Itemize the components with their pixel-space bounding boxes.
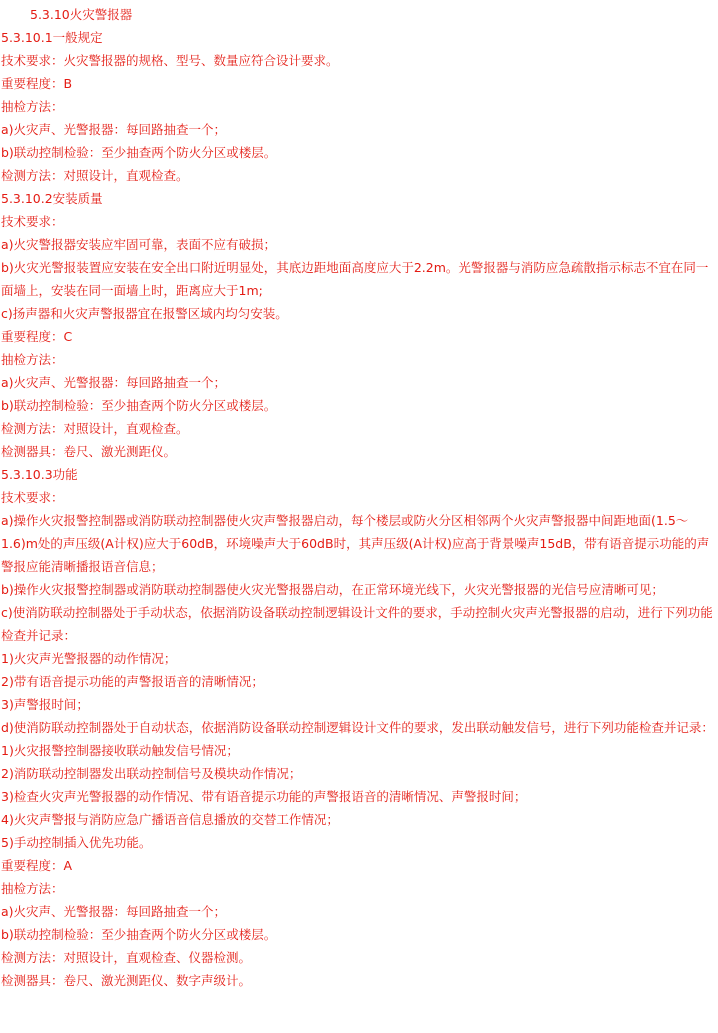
text-line: 重要程度：B (1, 76, 73, 91)
text-paragraph: b)火灾光警报装置应安装在安全出口附近明显处，其底边距地面高度应大于2.2m。光警报器与消防应急疏散指示标志不宜在同一面墙上，安装在同一面墙上时，距离应大于1m; (1, 260, 709, 298)
text-line: 抽检方法： (1, 99, 64, 114)
text-paragraph: d)使消防联动控制器处于自动状态，依据消防设备联动控制逻辑设计文件的要求，发出联动触发信号，进行下列功能检查并记录： (1, 720, 714, 735)
subsection-heading: 5.3.10.2安装质量 (1, 191, 103, 206)
text-paragraph: c)使消防联动控制器处于手动状态，依据消防设备联动控制逻辑设计文件的要求，手动控制火灾声光警报器的启动，进行下列功能检查并记录： (1, 605, 713, 643)
subsection-heading: 5.3.10.1一般规定 (1, 30, 103, 45)
text-paragraph: a)操作火灾报警控制器或消防联动控制器使火灾声警报器启动，每个楼层或防火分区相邻两个火灾声警报器中间距地面(1.5～1.6)m处的声压级(A计权)应大于60dB，环境噪声大于60dB时，其声压级(A计权)应高于背景噪声15dB，带有语音提示功能的声警报应能清晰播报语音信息； (1, 513, 710, 574)
text-line: a)火灾警报器安装应牢固可靠，表面不应有破损； (1, 237, 277, 252)
text-line: a)火灾声、光警报器：每回路抽查一个； (1, 122, 227, 137)
text-line: 检测方法：对照设计，直观检查。 (1, 421, 189, 436)
text-line: b)联动控制检验：至少抽查两个防火分区或楼层。 (1, 927, 277, 942)
text-line: a)火灾声、光警报器：每回路抽查一个； (1, 904, 227, 919)
text-line: b)联动控制检验：至少抽查两个防火分区或楼层。 (1, 145, 277, 160)
text-paragraph: b)操作火灾报警控制器或消防联动控制器使火灾光警报器启动，在正常环境光线下，火灾光警报器的光信号应清晰可见； (1, 582, 664, 597)
text-line: 技术要求： (1, 490, 64, 505)
text-line: 检测器具：卷尺、激光测距仪、数字声级计。 (1, 973, 252, 988)
text-line: 3)声警报时间； (1, 697, 89, 712)
document-body (0, 3, 718, 992)
text-line: 技术要求：火灾警报器的规格、型号、数量应符合设计要求。 (1, 53, 339, 68)
subsection-heading: 5.3.10.3功能 (1, 467, 78, 482)
text-line: 2)消防联动控制器发出联动控制信号及模块动作情况； (1, 766, 302, 781)
text-line: 抽检方法： (1, 352, 64, 367)
text-line: 技术要求： (1, 214, 64, 229)
text-line: 1)火灾声光警报器的动作情况； (1, 651, 177, 666)
text-line: 重要程度：C (1, 329, 73, 344)
text-line: 3)检查火灾声光警报器的动作情况、带有语音提示功能的声警报语音的清晰情况、声警报时间； (1, 789, 527, 804)
text-line: 4)火灾声警报与消防应急广播语音信息播放的交替工作情况； (1, 812, 339, 827)
text-line: c)扬声器和火灾声警报器宜在报警区域内均匀安装。 (1, 306, 288, 321)
text-line: 重要程度：A (1, 858, 73, 873)
text-line: 1)火灾报警控制器接收联动触发信号情况； (1, 743, 239, 758)
section-title: 5.3.10火灾警报器 (30, 7, 133, 22)
text-line: 检测器具：卷尺、激光测距仪。 (1, 444, 177, 459)
text-line: b)联动控制检验：至少抽查两个防火分区或楼层。 (1, 398, 277, 413)
text-line: 检测方法：对照设计，直观检查。 (1, 168, 189, 183)
text-line: 抽检方法： (1, 881, 64, 896)
text-line: 5)手动控制插入优先功能。 (1, 835, 152, 850)
text-line: 2)带有语音提示功能的声警报语音的清晰情况； (1, 674, 264, 689)
text-line: a)火灾声、光警报器：每回路抽查一个； (1, 375, 227, 390)
text-line: 检测方法：对照设计，直观检查、仪器检测。 (1, 950, 252, 965)
